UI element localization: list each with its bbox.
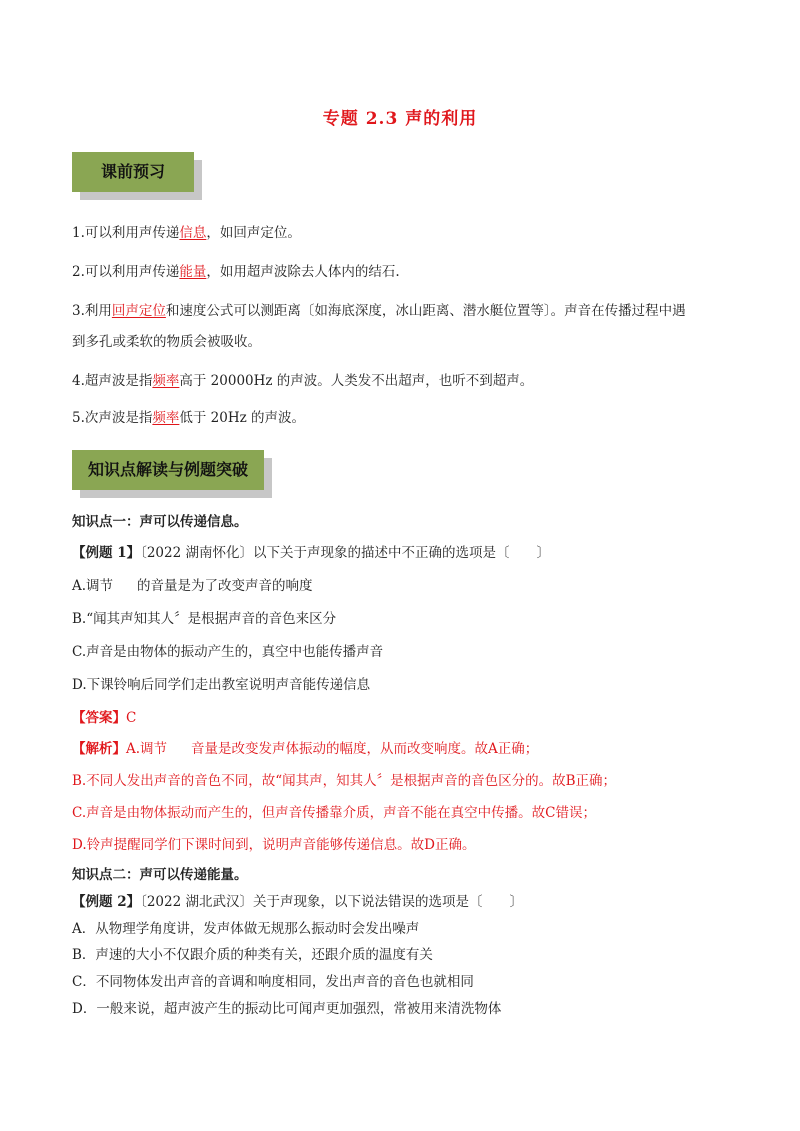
preview-item-3-cont: 到多孔或柔软的物质会被吸收。: [72, 334, 261, 350]
kp1-option-d: D.下课铃响后同学们走出教室说明声音能传递信息: [72, 677, 371, 693]
kp2-option-b: B．声速的大小不仅跟介质的种类有关，还跟介质的温度有关: [72, 947, 433, 963]
kp2-option-d: D．一般来说，超声波产生的振动比可闻声更加强烈，常被用来清洗物体: [72, 1001, 502, 1017]
kp1-analysis-d: D.铃声提醒同学们下课时间到，说明声音能够传递信息。故D正确。: [72, 837, 476, 853]
page-title: 专题 2.3 声的利用: [322, 109, 478, 129]
kp1-analysis-a: 【解析】A.调节 音量是改变发声体振动的幅度，从而改变响度。故A正确；: [72, 741, 539, 757]
preview-item-4: 4.超声波是指频率高于 20000Hz 的声波。人类发不出超声，也听不到超声。: [72, 373, 534, 389]
keyword: 回声定位: [111, 303, 166, 319]
kp2-example: 【例题 2】〔2022 湖北武汉〕关于声现象，以下说法错误的选项是〔 〕: [72, 894, 523, 910]
kp1-option-a: A.调节 的音量是为了改变声音的响度: [72, 578, 313, 594]
kp1-option-c: C.声音是由物体的振动产生的，真空中也能传播声音: [72, 644, 384, 660]
keyword: 频率: [152, 373, 180, 389]
example-tag: 【例题 2】: [72, 894, 141, 910]
keyword: 频率: [152, 410, 180, 426]
kp1-analysis-c: C.声音是由物体振动而产生的，但声音传播靠介质，声音不能在真空中传播。故C错误；: [72, 805, 596, 821]
kp1-example: 【例题 1】〔2022 湖南怀化〕以下关于声现象的描述中不正确的选项是〔 〕: [72, 545, 550, 561]
preview-item-5: 5.次声波是指频率低于 20Hz 的声波。: [72, 410, 306, 426]
banner-preview-label: 课前预习: [72, 152, 194, 192]
preview-item-1: 1.可以利用声传递信息，如回声定位。: [72, 225, 301, 241]
kp1-answer: 【答案】C: [72, 710, 137, 726]
kp2-option-a: A．从物理学角度讲，发声体做无规那么振动时会发出噪声: [72, 921, 420, 937]
preview-item-3: 3.利用回声定位和速度公式可以测距离〔如海底深度，冰山距离、潜水艇位置等〕。声音在传播过程中遇: [72, 303, 686, 319]
kp1-heading: 知识点一：声可以传递信息。: [72, 514, 248, 530]
answer-tag: 【答案】: [72, 710, 126, 726]
banner-knowledge-label: 知识点解读与例题突破: [72, 450, 264, 490]
keyword: 信息: [179, 225, 207, 241]
keyword: 能量: [179, 264, 207, 280]
kp1-analysis-b: B.不同人发出声音的音色不同，故“闻其声，知其人〞是根据声音的音色区分的。故B正确；: [72, 773, 617, 789]
analysis-tag: 【解析】: [72, 741, 126, 757]
preview-item-2: 2.可以利用声传递能量，如用超声波除去人体内的结石.: [72, 264, 400, 280]
kp2-option-c: C．不同物体发出声音的音调和响度相同，发出声音的音色也就相同: [72, 974, 474, 990]
kp1-option-b: B.“闻其声知其人〞是根据声音的音色来区分: [72, 611, 337, 627]
banner-preview: [72, 152, 202, 200]
kp2-heading: 知识点二：声可以传递能量。: [72, 867, 248, 883]
example-tag: 【例题 1】: [72, 545, 141, 561]
banner-knowledge: [72, 450, 272, 498]
